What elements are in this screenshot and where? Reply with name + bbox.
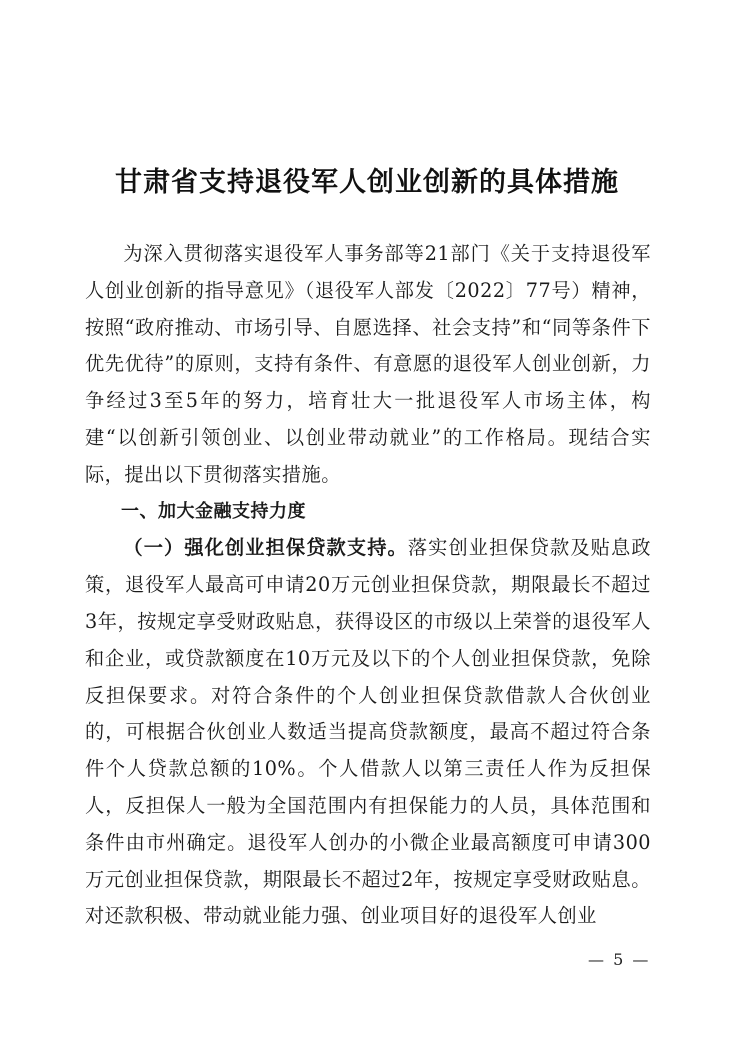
section-heading: 一、加大金融支持力度	[121, 500, 306, 522]
document-title: 甘肃省支持退役军人创业创新的具体措施	[115, 167, 619, 198]
page-number: — 5 —	[588, 950, 651, 969]
intro-paragraph: 为深入贯彻落实退役军人事务部等21部门《关于支持退役军人创业创新的指导意见》（退役军人部发〔2022〕77号）精神，按照“政府推动、市场引导、自愿选择、社会支持”和“同等条件下优先优待”的原则，支持有条件、有意愿的退役军人创业创新，力争经过3至5年的努力，培育壮大一批退役军人市场主体，构建“以创新引领创业、以创业带动就业”的工作格局。现结合实际，提出以下贯彻落实措施。	[85, 242, 651, 486]
item-paragraph	[85, 530, 651, 935]
item-text: 落实创业担保贷款及贴息政策，退役军人最高可申请20万元创业担保贷款，期限最长不超过3年，按规定享受财政贴息，获得设区的市级以上荣誉的退役军人和企业，或贷款额度在10万元及以下的个人创业担保贷款，免除反担保要求。对符合条件的个人创业担保贷款借款人合伙创业的，可根据合伙创业人数适当提高贷款额度，最高不超过符合条件个人贷款总额的10%。个人借款人以第三责任人作为反担保人，反担保人一般为全国范围内有担保能力的人员，具体范围和条件由市州确定。退役军人创办的小微企业最高额度可申请300万元创业担保贷款，期限最长不超过2年，按规定享受财政贴息。对还款积极、带动就业能力强、创业项目好的退役军人创业	[85, 536, 652, 928]
document-body	[85, 236, 651, 935]
item-lead: （一）强化创业担保贷款支持。	[123, 536, 408, 560]
